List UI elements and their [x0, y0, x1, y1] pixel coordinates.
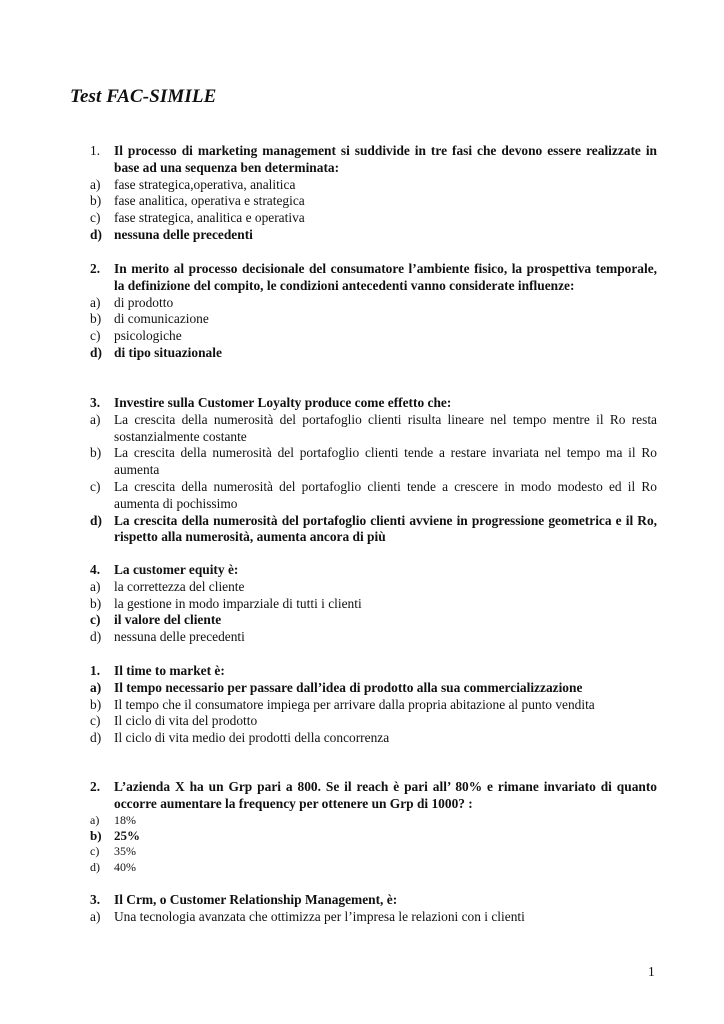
question-header	[90, 562, 657, 579]
question-block	[90, 892, 657, 926]
answer-option-correct	[90, 227, 657, 244]
option-label: d)	[90, 344, 102, 360]
answer-option	[90, 713, 657, 730]
question-text: Investire sulla Customer Loyalty produce come effetto che:	[114, 395, 452, 410]
option-text: fase analitica, operativa e strategica	[114, 193, 305, 209]
page-number: 1	[648, 964, 655, 979]
option-label: a)	[90, 294, 101, 310]
question-block	[90, 663, 657, 747]
option-label: b)	[90, 828, 102, 844]
option-text: fase strategica,operativa, analitica	[114, 176, 296, 192]
question-block	[90, 143, 657, 244]
option-text: La crescita della numerosità del portafoglio clienti tende a restare invariata nel tempo ma il Ro aumenta	[114, 445, 657, 478]
answer-option	[90, 177, 657, 194]
option-text: di tipo situazionale	[114, 344, 222, 360]
option-text: La crescita della numerosità del portafoglio clienti avviene in progressione geometrica e il Ro, rispetto alla numerosità, aumenta ancora di più	[114, 512, 657, 545]
option-label: c)	[90, 713, 101, 729]
option-label: c)	[90, 328, 101, 344]
option-label: c)	[90, 478, 101, 494]
option-label: a)	[90, 411, 101, 427]
question-header	[90, 663, 657, 680]
question-number: 1.	[90, 663, 101, 678]
question-header	[90, 143, 657, 177]
question-text: La customer equity è:	[114, 562, 239, 577]
option-text: Il ciclo di vita medio dei prodotti della concorrenza	[114, 730, 390, 746]
question-text: Il time to market è:	[114, 663, 225, 678]
question-header	[90, 395, 657, 412]
option-text: 18%	[114, 812, 136, 827]
option-text: La crescita della numerosità del portafoglio clienti risulta lineare nel tempo mentre il Ro resta sostanzialmente costante	[114, 411, 657, 444]
option-text: nessuna delle precedenti	[114, 226, 253, 242]
option-label: d)	[90, 629, 102, 645]
option-label: d)	[90, 730, 102, 746]
question-number: 2.	[90, 779, 101, 794]
answer-option-correct	[90, 612, 657, 629]
option-label: b)	[90, 311, 102, 327]
question-number: 2.	[90, 261, 101, 276]
answer-option	[90, 629, 657, 646]
option-text: la correttezza del cliente	[114, 578, 245, 594]
question-block	[90, 562, 657, 646]
option-label: b)	[90, 595, 102, 611]
option-label: c)	[90, 210, 101, 226]
option-label: a)	[90, 578, 101, 594]
option-label: a)	[90, 176, 101, 192]
answer-option-correct	[90, 345, 657, 362]
question-number: 1.	[90, 143, 101, 158]
question-number: 3.	[90, 892, 101, 907]
answer-option	[90, 193, 657, 210]
question-block	[90, 261, 657, 362]
option-text: fase strategica, analitica e operativa	[114, 210, 305, 226]
option-label: d)	[90, 859, 100, 874]
question-text: In merito al processo decisionale del consumatore l’ambiente fisico, la prospettiva temporale, la definizione del compito, le condizioni antecedenti vanno considerate influenze:	[114, 261, 657, 293]
answer-option	[90, 311, 657, 328]
option-label: d)	[90, 512, 102, 528]
option-label: b)	[90, 193, 102, 209]
option-text: di comunicazione	[114, 311, 209, 327]
option-label: c)	[90, 844, 100, 859]
question-number: 4.	[90, 562, 101, 577]
option-label: a)	[90, 908, 101, 924]
question-header	[90, 261, 657, 295]
answer-option-correct	[90, 680, 657, 697]
answer-option	[90, 328, 657, 345]
question-block	[90, 779, 657, 876]
option-text: di prodotto	[114, 294, 174, 310]
answer-option	[90, 479, 657, 513]
option-text: la gestione in modo imparziale di tutti i clienti	[114, 595, 362, 611]
question-text: L’azienda X ha un Grp pari a 800. Se il reach è pari all’ 80% e rimane invariato di quanto occorre aumentare la frequency per ottenere un Grp di 1000? :	[114, 779, 657, 811]
question-text: Il Crm, o Customer Relationship Management, è:	[114, 892, 398, 907]
answer-option	[90, 909, 657, 926]
option-text: psicologiche	[114, 328, 182, 344]
option-label: a)	[90, 812, 100, 827]
answer-option	[90, 844, 657, 860]
question-header	[90, 779, 657, 813]
option-label: b)	[90, 696, 102, 712]
answer-option	[90, 579, 657, 596]
answer-option	[90, 697, 657, 714]
answer-option-correct	[90, 828, 657, 844]
option-label: a)	[90, 679, 102, 695]
answer-option	[90, 445, 657, 479]
question-block	[90, 395, 657, 546]
option-text: La crescita della numerosità del portafoglio clienti tende a crescere in modo modesto ed il Ro aumenta di pochissimo	[114, 478, 657, 511]
answer-option-correct	[90, 513, 657, 547]
question-number: 3.	[90, 395, 101, 410]
option-text: Il ciclo di vita del prodotto	[114, 713, 258, 729]
option-label: d)	[90, 226, 102, 242]
answer-option	[90, 813, 657, 829]
option-text: 25%	[114, 828, 140, 844]
option-text: Il tempo che il consumatore impiega per arrivare dalla propria abitazione al punto vendita	[114, 696, 595, 712]
answer-option	[90, 860, 657, 876]
option-label: b)	[90, 445, 102, 461]
option-label: c)	[90, 612, 101, 628]
answer-option	[90, 295, 657, 312]
option-text: nessuna delle precedenti	[114, 629, 245, 645]
answer-option	[90, 412, 657, 446]
question-text: Il processo di marketing management si suddivide in tre fasi che devono essere realizzate in base ad una sequenza ben determinata:	[114, 143, 657, 175]
answer-option	[90, 596, 657, 613]
answer-option	[90, 210, 657, 227]
option-text: 40%	[114, 859, 136, 874]
option-text: Il tempo necessario per passare dall’idea di prodotto alla sua commercializzazione	[114, 679, 583, 695]
option-text: 35%	[114, 844, 136, 859]
page-title: Test FAC-SIMILE	[70, 86, 217, 107]
option-text: Una tecnologia avanzata che ottimizza per l’impresa le relazioni con i clienti	[114, 908, 525, 924]
answer-option	[90, 730, 657, 747]
question-header	[90, 892, 657, 909]
option-text: il valore del cliente	[114, 612, 222, 628]
